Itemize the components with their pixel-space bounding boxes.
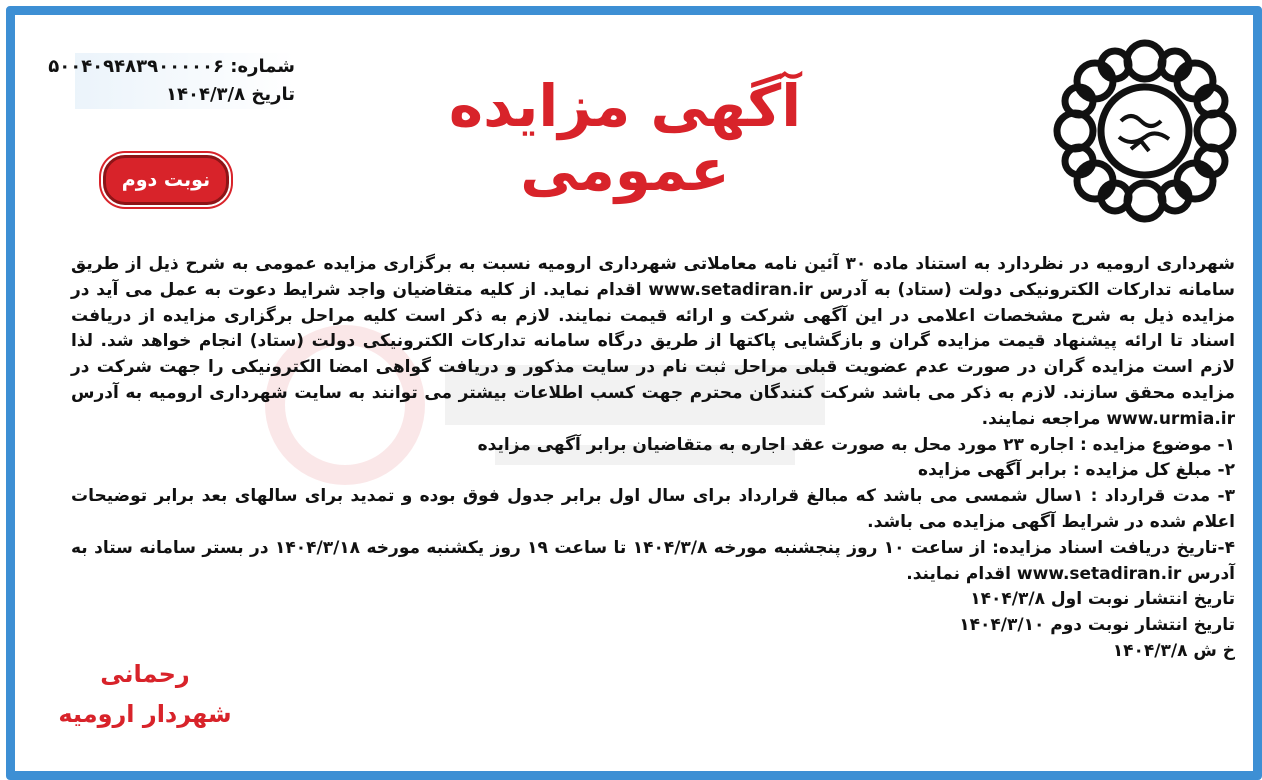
publish-second: تاریخ انتشار نوبت دوم ۱۴۰۴/۳/۱۰: [959, 615, 1235, 636]
ad-item-duration: ۳- مدت قرارداد : ۱سال شمسی می باشد که مبالغ قرارداد برای سال اول برابر جدول فوق بوده و تمدید برای سالهای بعد برابر توضیحات اعلام شده در شرایط آگهی مزایده می باشد.: [71, 486, 1235, 532]
ad-date: تاریخ ۱۴۰۴/۳/۸: [166, 83, 295, 105]
signatory-role: شهردار ارومیه: [58, 699, 232, 728]
ad-number: شماره: ۵۰۰۴۰۹۴۸۳۹۰۰۰۰۰۶: [48, 56, 295, 77]
ad-frame: [6, 6, 1262, 780]
ad-meta: [48, 53, 295, 109]
ad-reference: خ ش ۱۴۰۴/۳/۸: [1112, 640, 1235, 661]
ad-header: [15, 15, 1253, 230]
signatory-name: رحمانی: [100, 660, 190, 688]
ad-intro: شهرداری ارومیه در نظردارد به استناد ماده ۳۰ آئین نامه معاملاتی شهرداری ارومیه نسبت به برگزاری مزایده عمومی به شرح ذیل از طریق سامانه تدارکات الکترونیکی دولت (ستاد) به آدرس www.setadiran.ir اقدام نماید. از کلیه متقاضیان واجد شرایط دعوت به عمل می آید در مزایده ذیل به شرح مشخصات اعلامی در این آگهی شرکت و ارائه قیمت نمایند. لازم به ذکر است کلیه مراحل برگزاری مزایده از دریافت اسناد تا ارائه پیشنهاد قیمت مزایده گران و بازگشایی پاکتها از طریق درگاه سامانه تدارکات الکترونیکی دولت (ستاد) انجام خواهد شد. لذا لازم است مزایده گران در صورت عدم عضویت قبلی مراحل ثبت نام در سایت مذکور و دریافت گواهی امضا الکترونیکی را جهت شرکت در مزایده محقق سازند. لازم به ذکر می باشد شرکت کنندگان محترم جهت کسب اطلاعات بیشتر می توانند به سایت شهرداری ارومیه به آدرس www.urmia.ir مراجعه نمایند.: [71, 254, 1235, 429]
ad-item-documents: ۴-تاریخ دریافت اسناد مزایده: از ساعت ۱۰ روز پنجشنبه مورخه ۱۴۰۴/۳/۸ تا ساعت ۱۹ روز یکشنبه مورخه ۱۴۰۴/۳/۱۸ در بستر سامانه ستاد به آدرس www.setadiran.ir اقدام نمایند.: [71, 537, 1236, 584]
signature: [55, 655, 235, 734]
ad-title: آگهی مزایده عمومی: [448, 72, 802, 204]
publish-first: تاریخ انتشار نوبت اول ۱۴۰۴/۳/۸: [970, 589, 1235, 610]
ad-body: [71, 252, 1235, 722]
ad-item-subject: ۱- موضوع مزایده : اجاره ۲۳ مورد محل به صورت عقد اجاره به متقاضیان برابر آگهی مزایده: [477, 434, 1235, 455]
ad-item-amount: ۲- مبلغ کل مزایده : برابر آگهی مزایده: [918, 460, 1235, 481]
urmia-municipality-logo: [1047, 33, 1243, 229]
round-badge: نوبت دوم: [103, 155, 229, 205]
